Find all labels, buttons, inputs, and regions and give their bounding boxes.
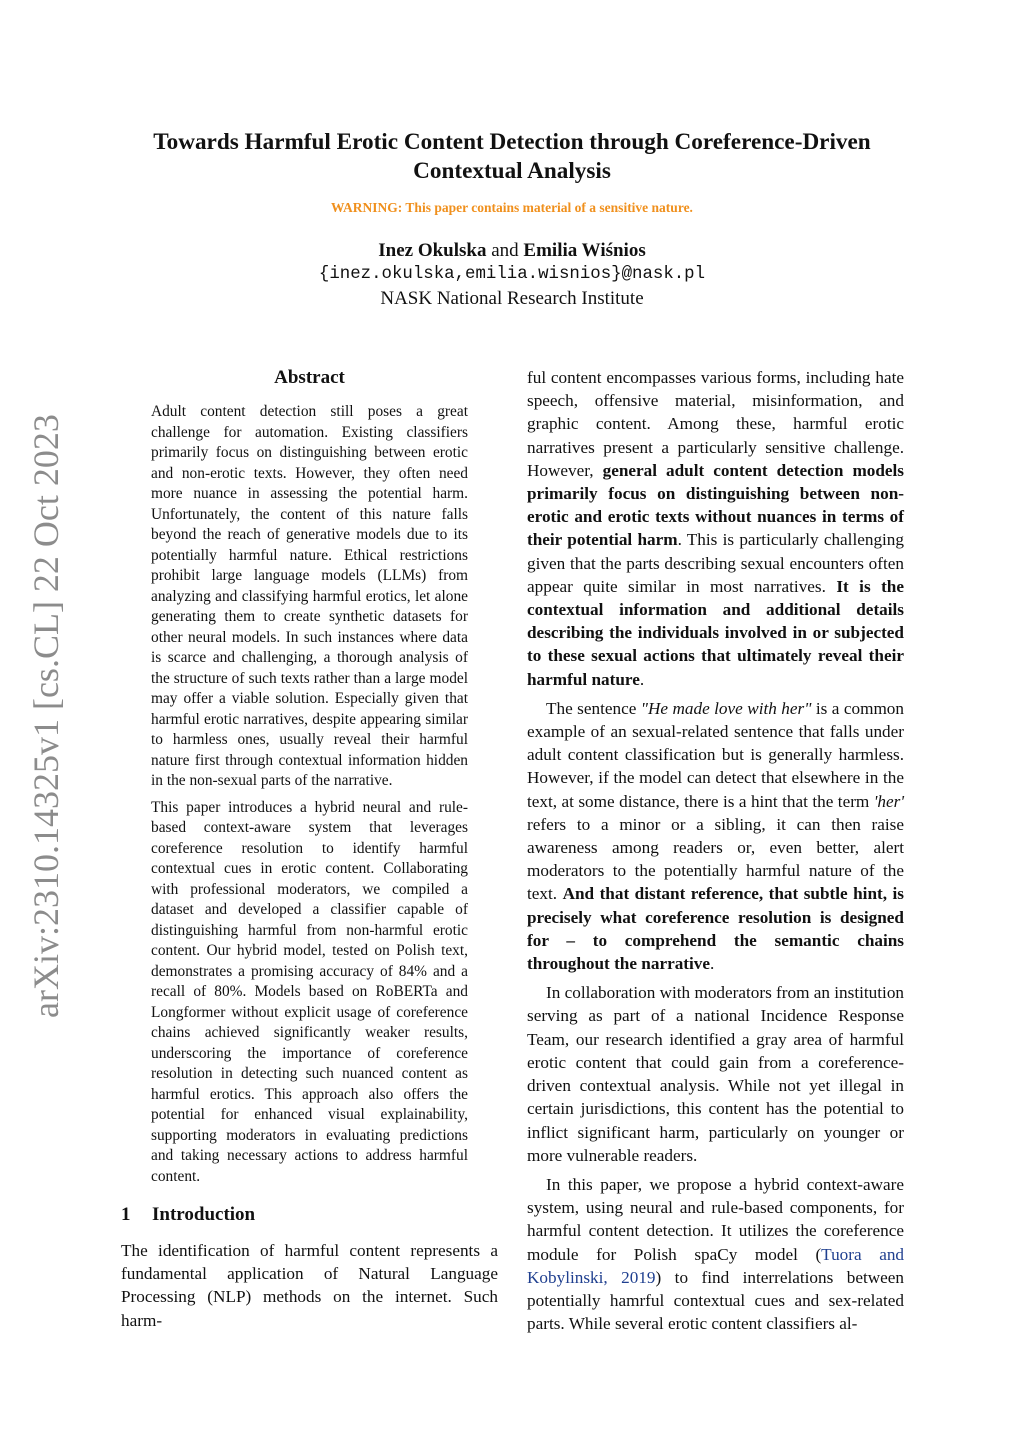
- body-paragraph: [527, 697, 904, 975]
- right-column: [527, 366, 904, 1341]
- text-run: In this paper, we propose a hybrid context-aware system, using neural and rule-based components, for harmful content detection. It utilizes the coreference module for Polish spaCy model (: [527, 1174, 904, 1264]
- author-name: Inez Okulska: [378, 240, 487, 261]
- body-paragraph: In collaboration with moderators from an institution serving as part of a national Incidence Response Team, our research identified a gray area of harmful erotic content that could gain from a coreference-driven contextual analysis. While not yet illegal in certain jurisdictions, this content has the potential to inflict significant harm, particularly on younger or more vulnerable readers.: [527, 983, 905, 1165]
- text-run: .: [639, 669, 645, 689]
- emphasis-run: It is the contextual information and additional details describing the individuals involved in or subjected to these sexual actions that ultimately reveal their harmful nature: [527, 576, 904, 689]
- content-warning: WARNING: This paper contains material of a sensitive nature.: [331, 200, 693, 215]
- paper-header: [112, 128, 912, 311]
- text-run: . This is particularly challenging given that the parts describing sexual encounters often appear quite similar in most narratives.: [527, 530, 904, 596]
- body-paragraph: [527, 366, 904, 691]
- section-number: 1: [121, 1204, 131, 1225]
- body-paragraph: The identification of harmful content represents a fundamental application of Natural Language Processing (NLP) methods on the internet. Such harm-: [121, 1241, 498, 1330]
- text-run: is a common example of an sexual-related sentence that falls under adult content classification but is generally harmless. However, if the model can detect that elsewhere in the text, at some distance, there is a hint that the term: [527, 698, 904, 811]
- abstract-heading: Abstract: [274, 367, 345, 388]
- arxiv-identifier-stamp: arXiv:2310.14325v1 [cs.CL] 22 Oct 2023: [26, 414, 66, 1018]
- section-heading-introduction: [121, 1203, 498, 1227]
- author-line: [112, 238, 912, 263]
- example-term: 'her': [873, 791, 904, 811]
- emphasis-run: general adult content detection models primarily focus on distinguishing between non-erotic and erotic texts without nuances in terms of their potential harm: [527, 460, 905, 550]
- paper-title: Towards Harmful Erotic Content Detection through Coreference-Driven Contextual Analysis: [153, 129, 871, 184]
- text-run: refers to a minor or a sibling, it can then raise awareness among readers or, even better, alert moderators to the potentially harmful nature of the text.: [527, 814, 904, 904]
- text-run: The sentence: [546, 698, 641, 718]
- institution: NASK National Research Institute: [380, 288, 644, 309]
- abstract-paragraph: Adult content detection still poses a great challenge for automation. Existing classifiers primarily focus on distinguishing between erotic and non-erotic texts. However, they often need more nuance in assessing the potential harm. Unfortunately, the content of this nature falls beyond the reach of generative models due to its potentially harmful nature. Ethical restrictions prohibit large language models (LLMs) from analyzing and classifying harmful erotics, let alone generating them to create synthetic datasets for other neural models. In such instances where data is scarce and challenging, a thorough analysis of the structure of such texts rather than a large model may offer a viable solution. Especially given that harmful erotic narratives, despite appearing similar to harmless ones, usually reveal their harmful nature first through contextual information hidden in the non-sexual parts of the narrative.: [151, 403, 468, 789]
- emphasis-run: And that distant reference, that subtle hint, is precisely what coreference resolution is designed for – to comprehend the semantic chains throughout the narrative: [527, 884, 904, 974]
- abstract-body: [151, 402, 468, 1187]
- author-name: Emilia Wiśnios: [523, 240, 646, 261]
- section-title: Introduction: [152, 1204, 256, 1225]
- text-run: ful content encompasses various forms, including hate speech, offensive material, misinformation, and graphic content. Among these, harmful erotic narratives present a particularly sensitive challenge. However,: [527, 368, 904, 480]
- example-sentence: "He made love with her": [640, 698, 812, 718]
- author-emails: {inez.okulska,emilia.wisnios}@nask.pl: [318, 265, 706, 284]
- abstract-paragraph: This paper introduces a hybrid neural and rule-based context-aware system that leverages coreference resolution to identify harmful contextual cues in erotic content. Collaborating with professional moderators, we compiled a dataset and developed a classifier capable of distinguishing harmful from non-harmful erotic content. Our hybrid model, tested on Polish text, demonstrates a promising accuracy of 84% and a recall of 80%. Models based on RoBERTa and Longformer without explicit usage of coreference chains achieved significantly weaker results, underscoring the importance of coreference resolution in detecting such nuanced content as harmful erotics. This approach also offers the potential for enhanced visual explainability, supporting moderators in evaluating predictions and taking necessary actions to address harmful content.: [151, 798, 468, 1185]
- citation-link[interactable]: Tuora and Kobylinski, 2019: [527, 1244, 905, 1287]
- text-run: ) to find interrelations between potentially hamrful contextual cues and sex-related parts. While several erotic content classifiers al-: [527, 1267, 904, 1334]
- body-paragraph: [527, 1173, 904, 1335]
- left-column: [121, 366, 498, 1338]
- text-run: .: [710, 954, 715, 974]
- author-conjunction: and: [491, 240, 519, 261]
